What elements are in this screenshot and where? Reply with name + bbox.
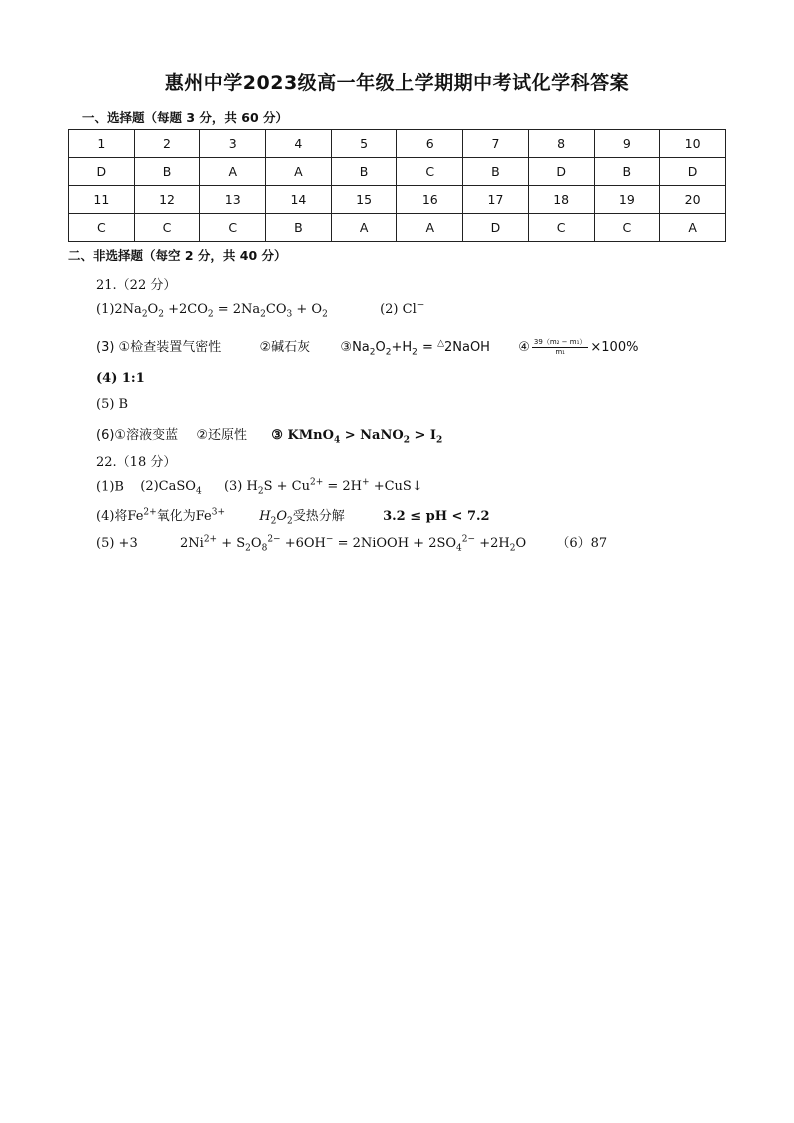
answer-table-row [69,186,726,214]
answer-table-cell: C [200,214,266,242]
answer-table-cell: C [397,158,463,186]
answer-table-cell: 16 [397,186,463,214]
answer-table-cell: B [134,158,200,186]
answer-table-cell: 6 [397,130,463,158]
answer-table-cell: 10 [660,130,726,158]
answer-table-cell: 8 [528,130,594,158]
q21-p5: (5) B [96,397,129,412]
answer-table-cell: C [69,214,135,242]
q22-l1-b: (2)CaSO$_4$ [140,479,202,497]
answer-table-cell: A [331,214,397,242]
q22-header [96,451,176,470]
answer-table-cell: 17 [463,186,529,214]
answer-table-cell: 11 [69,186,135,214]
q22-line-3 [96,532,607,554]
answer-table-cell: A [397,214,463,242]
q22-line-1 [96,478,423,497]
q22-l1-c: (3) $H_2S + Cu^{2+} = 2H^+$ +CuS↓ [223,478,423,497]
answer-table-cell: 15 [331,186,397,214]
q22-line-2 [96,505,490,527]
q21-line-3 [96,336,638,358]
q21-p3-a: (3) ①检查装置气密性 [96,340,222,355]
answer-table-cell: 2 [134,130,200,158]
answer-table [68,129,726,242]
answer-table-cell: C [134,214,200,242]
answer-table-cell: 12 [134,186,200,214]
answer-table-cell: C [594,214,660,242]
answer-table-cell: 19 [594,186,660,214]
q21-header-text: 21.（22 分） [96,278,177,293]
answer-table-cell: B [266,214,332,242]
q22-l1-a: (1)B [96,479,124,495]
answer-table-cell: B [331,158,397,186]
answer-table-cell: B [594,158,660,186]
q22-l2-b: $H_2O_2$受热分解 [259,509,345,527]
answer-table-cell: 1 [69,130,135,158]
q21-p3-b: ②碱石灰 [259,340,311,355]
answer-table-cell: D [69,158,135,186]
q22-l3-c: （6）87 [556,536,608,551]
q21-p6-b: ②还原性 [196,428,248,443]
answer-table-row [69,158,726,186]
q21-line-5 [96,397,128,412]
q22-l2-a: (4)将$Fe^{2+}$氧化为$Fe^{3+}$ [96,507,225,524]
answer-table-cell: C [528,214,594,242]
answer-table-row [69,214,726,242]
q22-l3-b: $2Ni^{2+} + S_2O_8^{2-} +6OH^-$ = 2NiOOH + $2SO_4^{2-} +2H_2O$ [180,534,527,554]
answer-table-cell: A [660,214,726,242]
answer-table-cell: D [660,158,726,186]
answer-table-cell: 18 [528,186,594,214]
answer-table-cell: 9 [594,130,660,158]
section-heading-choice: 一、选择题（每题 3 分，共 60 分） [82,110,289,125]
answer-table-cell: D [528,158,594,186]
q21-p6-a: (6)①溶液变蓝 [96,428,179,443]
answer-table-cell: 13 [200,186,266,214]
q22-l2-c: 3.2 ≤ pH < 7.2 [383,509,490,524]
q21-line-1 [96,301,424,320]
page-title: 惠州中学2023级高一年级上学期期中考试化学科答案 [164,72,630,94]
answer-table-row [69,130,726,158]
q22-l3-a: (5) +3 [96,536,138,551]
q21-line-6 [96,424,442,446]
answer-table-cell: 4 [266,130,332,158]
q21-p2-text: (2) Cl− [380,301,425,318]
answer-table-cell: 14 [266,186,332,214]
q21-p4: (4) 1:1 [96,371,145,386]
q22-header-text: 22.（18 分） [96,455,177,470]
q21-p1-text: $(1)2Na_2O_2 +2CO_2 = 2Na_2CO_3 + O_2$ [96,302,328,320]
answer-table-cell: A [266,158,332,186]
answer-table-cell: 5 [331,130,397,158]
answer-table-cell: 20 [660,186,726,214]
answer-table-cell: D [463,214,529,242]
answer-table-cell: 3 [200,130,266,158]
q21-p3-c: $③Na_2O_2+H_2$ = △2NaOH [340,338,490,358]
q21-p3-d: ④ $\frac{\text{39（m₂ − m₁）}}{\text{m₁}}$ ×100% [518,338,639,356]
q21-fraction: $\frac{\text{39（m₂ − m₁）}}{\text{m₁}}$ [533,338,587,356]
section-heading-nonchoice: 二、非选择题（每空 2 分，共 40 分） [68,248,287,263]
answer-table-cell: 7 [463,130,529,158]
answer-table-cell: B [463,158,529,186]
q21-header [96,274,176,293]
q21-line-4 [96,371,145,386]
answer-table-cell: A [200,158,266,186]
q21-p6-c: ③ KMnO$_4$ > NaNO$_2$ > $I_2$ [271,428,443,446]
